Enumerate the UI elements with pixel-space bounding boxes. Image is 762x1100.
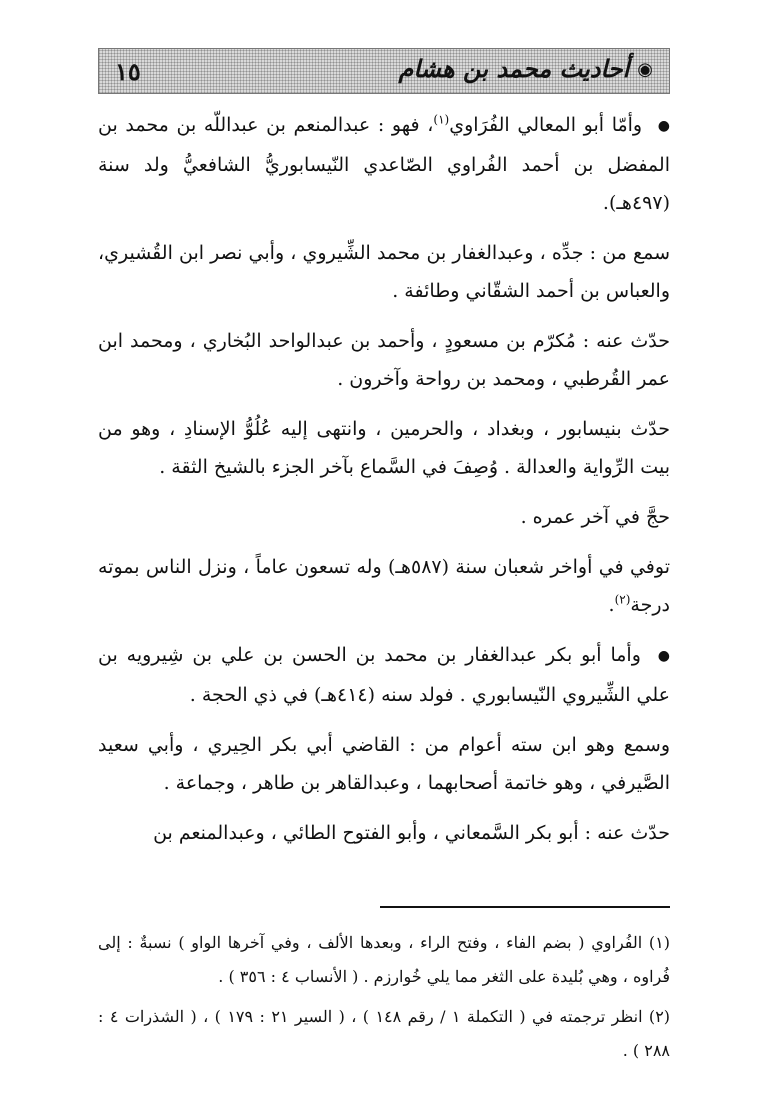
paragraph-6-text-before-ref: توفي في أواخر شعبان سنة (٥٨٧هـ) وله تسعون عاماً ، ونزل الناس بموته درجة [98,556,670,616]
paragraph-1-text-after-ref: ، فهو : عبدالمنعم بن عبداللّه بن محمد بن المفضل بن أحمد الفُراوي الصّاعدي النّيسابوريُّ الشافعيُّ ولد سنة (٤٩٧هـ). [98,114,670,214]
document-page [98,48,670,1058]
paragraph-3: حدّث عنه : مُكرّم بن مسعودٍ ، وأحمد بن عبدالواحد البُخاري ، ومحمد ابن عمر القُرطبي ، ومحمد بن رواحة وآخرون . [98,330,670,390]
footnote-ref-2[interactable]: (٢) [614,592,631,607]
main-text [98,106,670,864]
paragraph-8: وسمع وهو ابن سته أعوام من : القاضي أبي بكر الحِيري ، وأبي سعيد الصَّيرفي ، وهو خاتمة أصحابهما ، وعبدالقاهر بن طاهر ، وجماعة . [98,734,670,794]
bullet-icon: ● [657,118,671,134]
paragraph-7-text: وأما أبو بكر عبدالغفار بن محمد بن الحسن بن علي بن شِيرويه بن علي الشِّيروي النّيسابوري . فولد سنه (٤١٤هـ) في ذي الحجة . [98,644,670,706]
paragraph-2: سمع من : جدِّه ، وعبدالغفار بن محمد الشِّيروي ، وأبي نصر ابن القُشيري، والعباس بن أحمد الشقّاني وطائفة . [98,242,670,302]
paragraph-4: حدّث بنيسابور ، وبغداد ، والحرمين ، وانتهى إليه عُلُوُّ الإسنادِ ، وهو من بيت الرِّواية والعدالة . وُصِفَ في السَّماع بآخر الجزء بالشيخ الثقة . [98,418,670,478]
page-header [98,48,670,94]
paragraph-7 [98,636,670,714]
paragraph-1-text-before-ref: وأمّا أبو المعالي الفُرَاوي [449,114,643,136]
footnotes [98,926,670,1074]
footnote-2: (٢) انظر ترجمته في ( التكملة ١ / رقم ١٤٨ ) ، ( السير ٢١ : ١٧٩ ) ، ( الشذرات ٤ : ٢٨٨ ) . [98,1007,671,1060]
footnote-1: (١) الفُراوي ( بضم الفاء ، وفتح الراء ، وبعدها الألف ، وفي آخرها الواو ) نسبةٌ : إلى فُراوه ، وهي بُليدة على الثغر مما يلي خُوارزم . ( الأنساب ٤ : ٣٥٦ ) . [98,933,670,986]
page-number: ١٥ [115,57,141,86]
paragraph-6 [98,548,670,624]
paragraph-5: حجَّ في آخر عمره . [520,506,670,528]
footnote-ref-1[interactable]: (١) [433,112,450,127]
bullet-icon: ● [657,648,670,664]
paragraph-6-text-after-ref: . [608,594,615,616]
paragraph-1 [98,106,670,222]
header-title-group [398,54,653,83]
footnote-separator [380,906,670,908]
double-circle-ornament-icon: ◉ [637,59,653,80]
header-title: أحاديث محمد بن هشام [398,54,630,83]
paragraph-9: حدّث عنه : أبو بكر السَّمعاني ، وأبو الفتوح الطائي ، وعبدالمنعم بن [153,822,670,844]
